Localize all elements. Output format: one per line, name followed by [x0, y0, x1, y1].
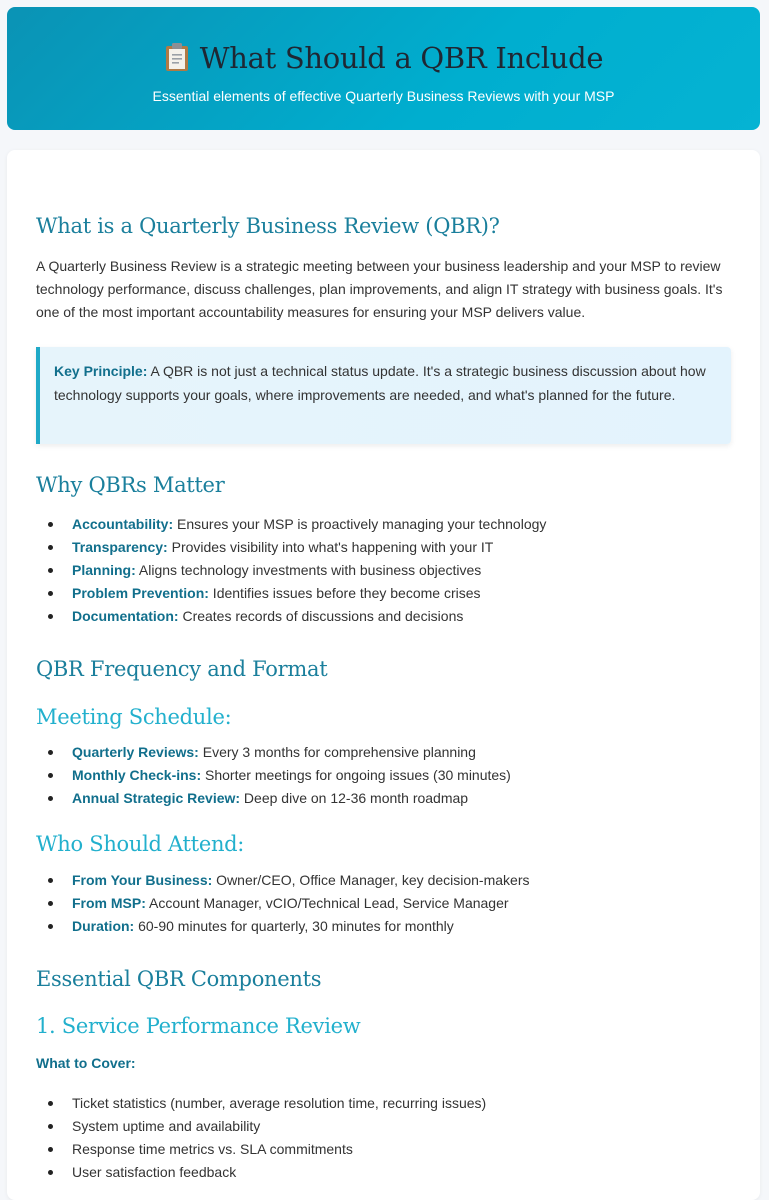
list-item: Quarterly Reviews: Every 3 months for comprehensive planning	[36, 741, 736, 764]
list-item: User satisfaction feedback	[36, 1161, 736, 1184]
list-item: System uptime and availability	[36, 1115, 736, 1138]
page-title	[7, 41, 760, 75]
why-list	[36, 513, 736, 628]
intro-paragraph: A Quarterly Business Review is a strategic meeting between your business leadership and your MSP to review technology performance, discuss challenges, plan improvements, and align IT strategy with business goals. It's one of the most important accountability measures for ensuring your MSP delivers value.	[36, 258, 723, 320]
components-heading: Essential QBR Components	[36, 967, 322, 991]
list-item: Response time metrics vs. SLA commitments	[36, 1138, 736, 1161]
frequency-heading: QBR Frequency and Format	[36, 657, 328, 681]
list-item: Monthly Check-ins: Shorter meetings for ongoing issues (30 minutes)	[36, 764, 736, 787]
page-header	[7, 7, 760, 130]
page-title-text: What Should a QBR Include	[199, 41, 604, 75]
callout-label: Key Principle:	[54, 363, 148, 379]
service-list	[36, 1092, 736, 1184]
attend-heading: Who Should Attend:	[36, 832, 245, 856]
why-heading: Why QBRs Matter	[36, 473, 225, 497]
list-item: From MSP: Account Manager, vCIO/Technical Lead, Service Manager	[36, 892, 736, 915]
page-subtitle: Essential elements of effective Quarterly Business Reviews with your MSP	[152, 88, 615, 104]
list-item: Duration: 60-90 minutes for quarterly, 30 minutes for monthly	[36, 915, 736, 938]
list-item: Accountability: Ensures your MSP is proactively managing your technology	[36, 513, 736, 536]
callout-text: A QBR is not just a technical status update. It's a strategic business discussion about how technology supports your goals, where improvements are needed, and what's planned for the future.	[54, 363, 706, 403]
content-card	[7, 150, 760, 1200]
what-to-cover-label: What to Cover:	[36, 1055, 136, 1071]
list-item: Ticket statistics (number, average resolution time, recurring issues)	[36, 1092, 736, 1115]
list-item: Annual Strategic Review: Deep dive on 12-36 month roadmap	[36, 787, 736, 810]
schedule-list	[36, 741, 736, 810]
key-principle-callout	[36, 347, 731, 444]
list-item: Documentation: Creates records of discussions and decisions	[36, 605, 736, 628]
clipboard-icon	[164, 42, 190, 72]
list-item: Transparency: Provides visibility into what's happening with your IT	[36, 536, 736, 559]
service-heading: 1. Service Performance Review	[36, 1014, 361, 1038]
intro-heading: What is a Quarterly Business Review (QBR)?	[36, 214, 500, 238]
schedule-heading: Meeting Schedule:	[36, 705, 232, 729]
list-item: Problem Prevention: Identifies issues before they become crises	[36, 582, 736, 605]
list-item: Planning: Aligns technology investments with business objectives	[36, 559, 736, 582]
attend-list	[36, 869, 736, 938]
list-item: From Your Business: Owner/CEO, Office Manager, key decision-makers	[36, 869, 736, 892]
